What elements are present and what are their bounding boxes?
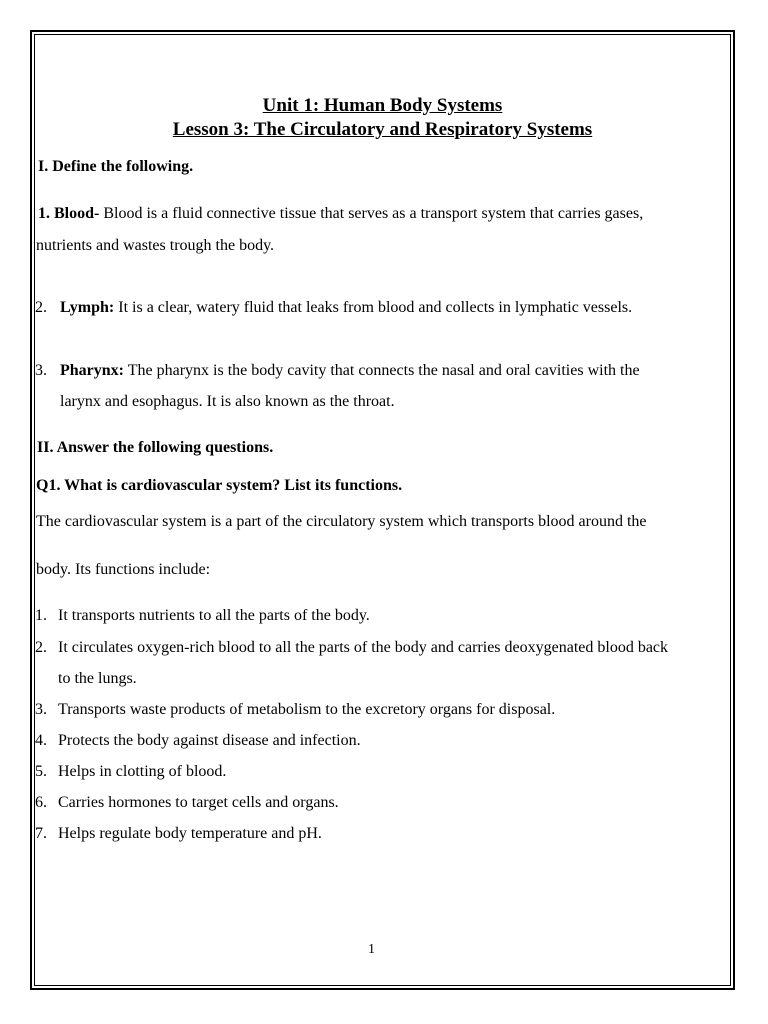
- function-item: Helps regulate body temperature and pH.: [58, 825, 322, 842]
- definition-text: Blood is a fluid connective tissue that serves as a transport system that carries gases,: [103, 205, 644, 222]
- page-number: 1: [368, 942, 375, 957]
- definition-label: 1. Blood-: [38, 205, 100, 222]
- list-number: 7.: [35, 825, 47, 842]
- definition-text-continued: larynx and esophagus. It is also known as the throat.: [60, 393, 395, 410]
- list-number: 3.: [35, 701, 47, 718]
- section-1-heading: I. Define the following.: [38, 158, 194, 175]
- definition-label: Pharynx:: [60, 362, 124, 379]
- section-2-heading: II. Answer the following questions.: [37, 439, 274, 456]
- definition-blood: [38, 204, 643, 224]
- definition-lymph: [60, 298, 632, 318]
- function-item: Helps in clotting of blood.: [58, 763, 227, 780]
- definition-text: The pharynx is the body cavity that connects the nasal and oral cavities with the: [127, 362, 640, 379]
- unit-title: Unit 1: Human Body Systems: [262, 95, 503, 116]
- definition-text-continued: nutrients and wastes trough the body.: [36, 237, 275, 254]
- definition-pharynx: [60, 361, 640, 381]
- list-number: 1.: [35, 607, 47, 624]
- list-number: 2.: [35, 639, 47, 656]
- list-number: 3.: [35, 362, 47, 379]
- list-number: 5.: [35, 763, 47, 780]
- list-number: 4.: [35, 732, 47, 749]
- function-item-continued: to the lungs.: [58, 670, 137, 687]
- answer-text-continued: body. Its functions include:: [36, 561, 211, 578]
- answer-text: The cardiovascular system is a part of the circulatory system which transports blood around the: [36, 513, 647, 530]
- function-item: Transports waste products of metabolism to the excretory organs for disposal.: [58, 701, 556, 718]
- function-item: Protects the body against disease and infection.: [58, 732, 361, 749]
- title-block: [30, 94, 735, 142]
- list-number: 6.: [35, 794, 47, 811]
- list-number: 2.: [35, 299, 47, 316]
- lesson-title: Lesson 3: The Circulatory and Respiratory Systems: [172, 119, 593, 140]
- question-1: Q1. What is cardiovascular system? List its functions.: [36, 477, 403, 494]
- function-item: Carries hormones to target cells and organs.: [58, 794, 339, 811]
- definition-label: Lymph:: [60, 299, 115, 316]
- definition-text: It is a clear, watery fluid that leaks from blood and collects in lymphatic vessels.: [118, 299, 633, 316]
- function-item: It transports nutrients to all the parts of the body.: [58, 607, 370, 624]
- function-item: It circulates oxygen-rich blood to all the parts of the body and carries deoxygenated blood back: [58, 639, 669, 656]
